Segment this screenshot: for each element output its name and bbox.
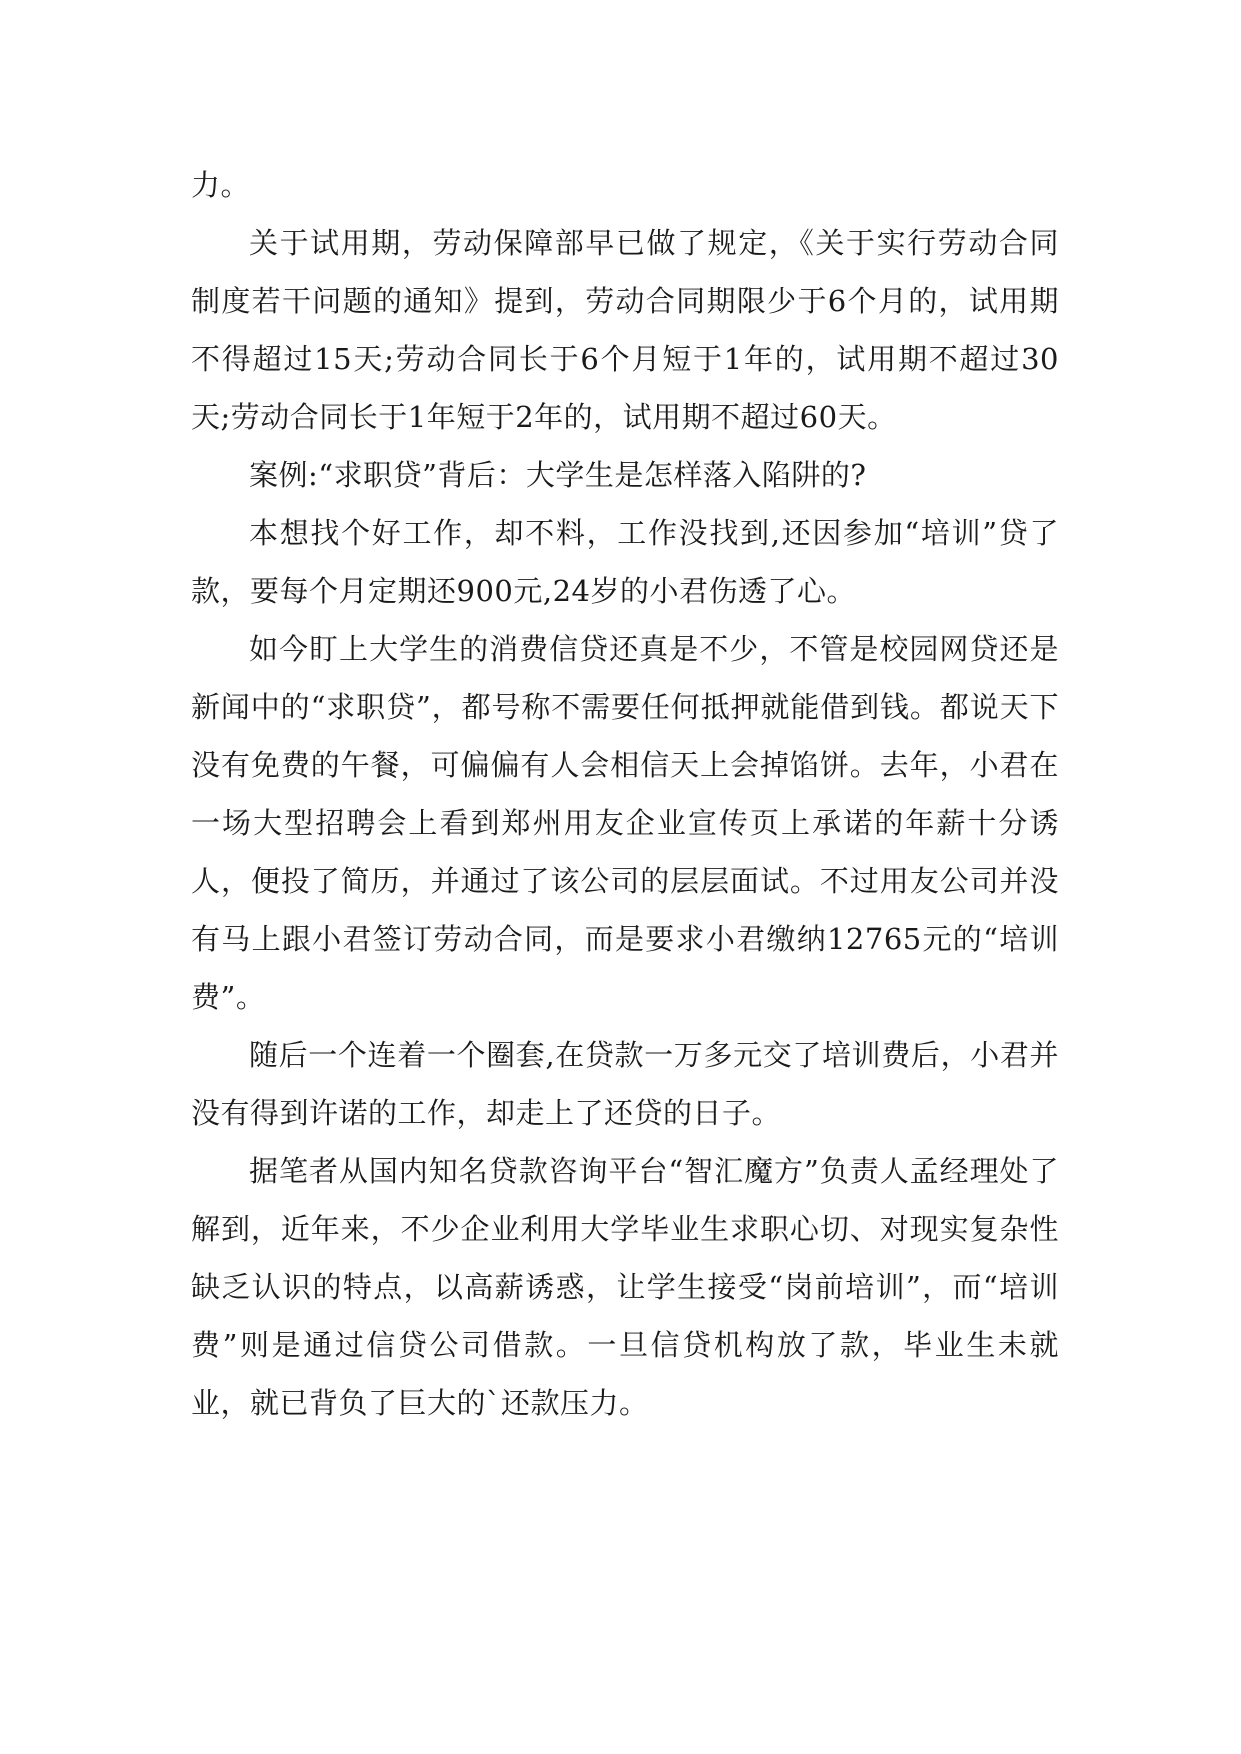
case-heading: 案例:“求职贷”背后：大学生是怎样落入陷阱的?: [249, 458, 867, 492]
paragraph: 如今盯上大学生的消费信贷还真是不少，不管是校园网贷还是新闻中的“求职贷”，都号称不需要任何抵押就能借到钱。都说天下没有免费的午餐，可偏偏有人会相信天上会掉馅饼。去年，小君在一场大型招聘会上看到郑州用友企业宣传页上承诺的年薪十分诱人，便投了简历，并通过了该公司的层层面试。不过用友公司并没有马上跟小君签订劳动合同，而是要求小君缴纳12765元的“培训费”。: [191, 632, 1059, 1014]
paragraph: 据笔者从国内知名贷款咨询平台“智汇魔方”负责人孟经理处了解到，近年来，不少企业利用大学毕业生求职心切、对现实复杂性缺乏认识的特点，以高薪诱惑，让学生接受“岗前培训”，而“培训费”则是通过信贷公司借款。一旦信贷机构放了款，毕业生未就业，就已背负了巨大的`还款压力。: [191, 1154, 1059, 1420]
document-body: [191, 156, 1059, 1432]
paragraph: 随后一个连着一个圈套,在贷款一万多元交了培训费后，小君并没有得到许诺的工作，却走上了还贷的日子。: [191, 1038, 1059, 1130]
paragraph: 本想找个好工作，却不料，工作没找到,还因参加“培训”贷了款，要每个月定期还900元,24岁的小君伤透了心。: [191, 516, 1059, 608]
paragraph: 力。: [191, 168, 251, 202]
paragraph: 关于试用期，劳动保障部早已做了规定，《关于实行劳动合同制度若干问题的通知》提到，劳动合同期限少于6个月的，试用期不得超过15天;劳动合同长于6个月短于1年的，试用期不超过30天;劳动合同长于1年短于2年的，试用期不超过60天。: [191, 226, 1059, 434]
